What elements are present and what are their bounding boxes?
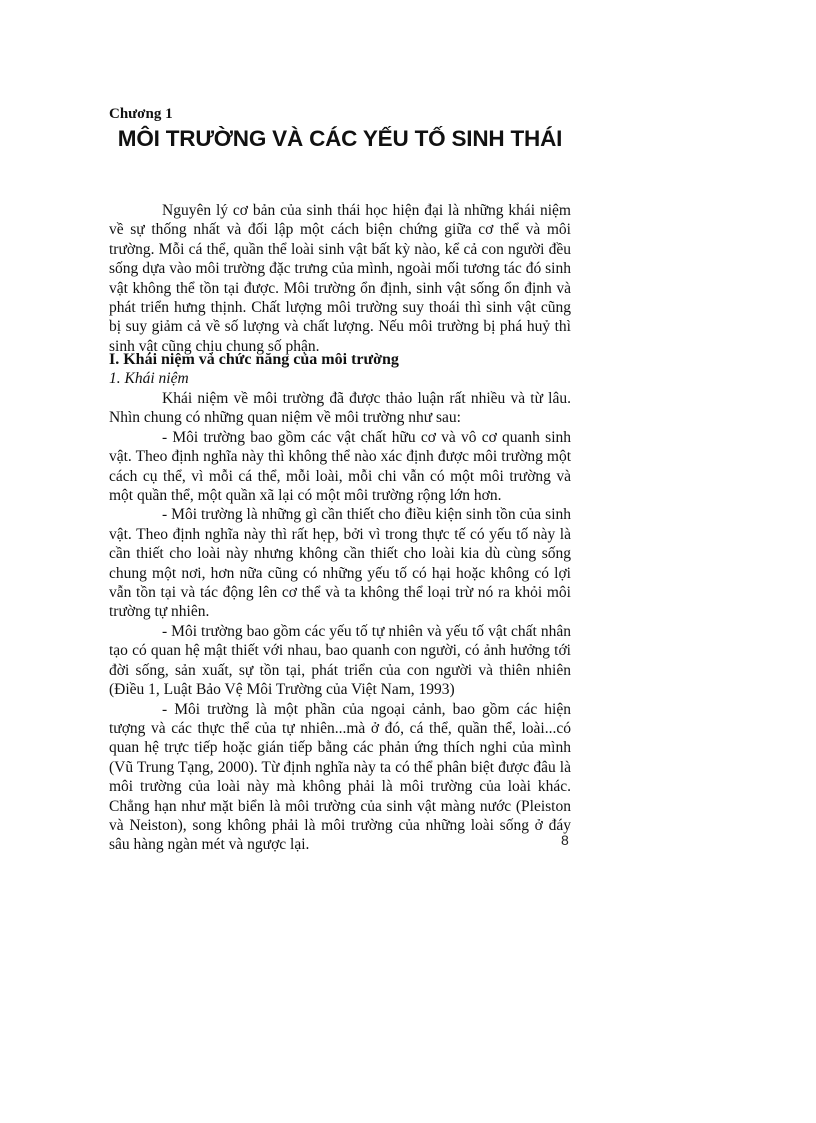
paragraph-definition-3: - Môi trường bao gồm các yếu tố tự nhiên và yếu tố vật chất nhân tạo có quan hệ mật thiết với nhau, bao quanh con người, có ảnh hưởng tới đời sống, sản xuất, sự tồn tại, phát triển của con người và thiên nhiên (Điều 1, Luật Bảo Vệ Môi Trường của Việt Nam, 1993) (109, 622, 571, 699)
section-body (109, 389, 571, 855)
subsection-heading: 1. Khái niệm (109, 370, 189, 387)
paragraph-intro: Khái niệm về môi trường đã được thảo luận rất nhiều và từ lâu. Nhìn chung có những quan niệm về môi trường như sau: (109, 390, 571, 427)
chapter-label: Chương 1 (109, 106, 173, 122)
page-number: 8 (561, 832, 569, 848)
paragraph-definition-1: - Môi trường bao gồm các vật chất hữu cơ và vô cơ quanh sinh vật. Theo định nghĩa này thì không thể nào xác định được môi trường một cách cụ thể, vì mỗi cá thể, mỗi loài, mỗi chi vẫn có một môi trường và một quần thể, một quần xã lại có một môi trường rộng lớn hơn. (109, 428, 571, 505)
paragraph-definition-4: - Môi trường là một phần của ngoại cảnh, bao gồm các hiện tượng và các thực thể của tự nhiên...mà ở đó, cá thể, quần thể, loài...có quan hệ trực tiếp hoặc gián tiếp bằng các phản ứng thích nghi của mình (Vũ Trung Tạng, 2000). Từ định nghĩa này ta có thể phân biệt được đâu là môi trường của loài này mà không phải là môi trường của loài khác. Chẳng hạn như mặt biển là môi trường của sinh vật màng nước (Pleiston và Neiston), song không phải là môi trường của những loài sống ở đáy sâu hàng ngàn mét và ngược lại. (109, 700, 571, 854)
paragraph-definition-2: - Môi trường là những gì cần thiết cho điều kiện sinh tồn của sinh vật. Theo định nghĩa này thì rất hẹp, bởi vì trong thực tế có yếu tố này là cần thiết cho loài này nhưng không cần thiết cho loài kia dù cùng sống chung một nơi, hơn nữa cũng có những yếu tố có hại hoặc không có lợi vẫn tồn tại và tác động lên cơ thể và ta không thể loại trừ nó ra khỏi môi trường tự nhiên. (109, 506, 571, 621)
chapter-title: MÔI TRƯỜNG VÀ CÁC YẾU TỐ SINH THÁI (117, 126, 563, 151)
intro-section (109, 201, 571, 356)
section-heading: I. Khái niệm và chức năng của môi trường (109, 351, 399, 368)
intro-paragraph: Nguyên lý cơ bản của sinh thái học hiện đại là những khái niệm về sự thống nhất và đối lập một cách biện chứng giữa cơ thể và môi trường. Mỗi cá thể, quần thể loài sinh vật bất kỳ nào, kể cả con người đều sống dựa vào môi trường đặc trưng của mình, ngoài mối tương tác đó sinh vật không thể tồn tại được. Môi trường ổn định, sinh vật sống ổn định và phát triển hưng thịnh. Chất lượng môi trường suy thoái thì sinh vật cũng bị suy giảm cả về số lượng và chất lượng. Nếu môi trường bị phá huỷ thì sinh vật cũng chịu chung số phận. (109, 202, 571, 355)
